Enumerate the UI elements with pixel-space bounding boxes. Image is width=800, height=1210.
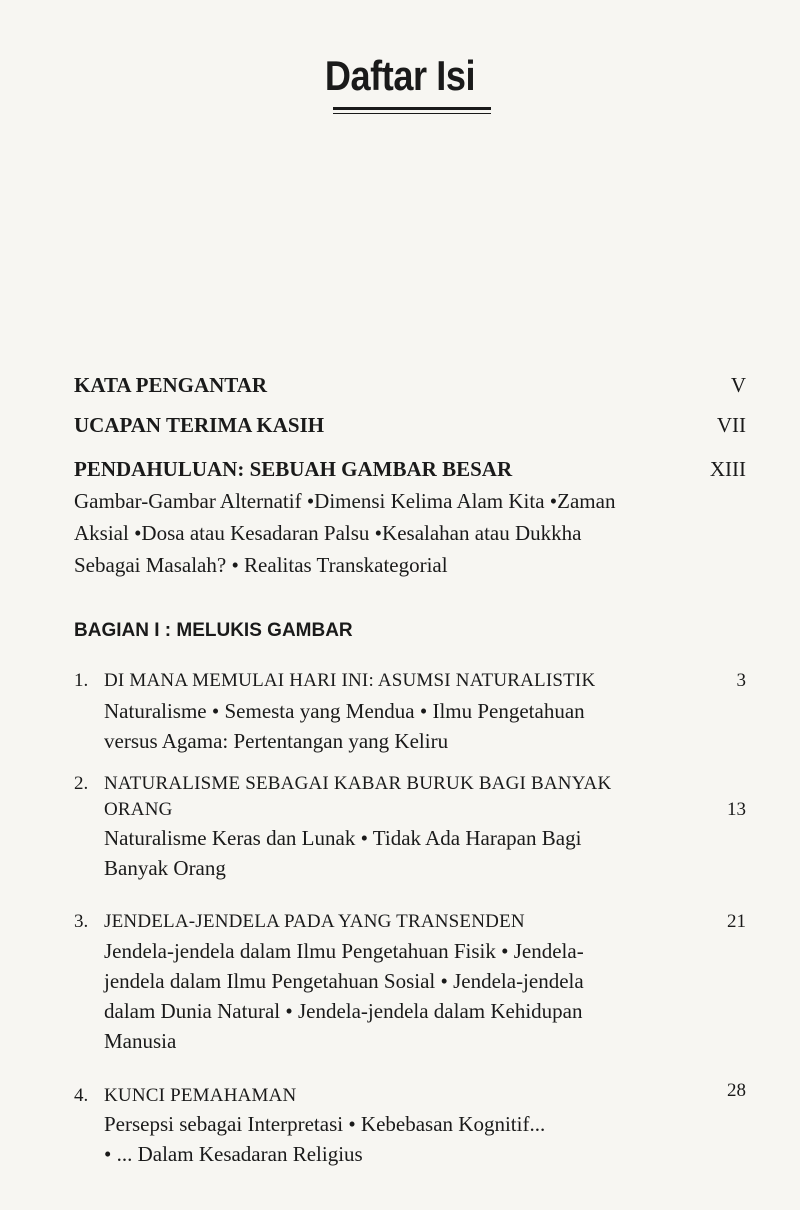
chapter-desc-line: jendela dalam Ilmu Pengetahuan Sosial • Jendela-jendela	[104, 969, 584, 993]
chapter-page: 21	[727, 911, 746, 932]
chapter-page: 13	[727, 799, 746, 820]
chapter-number: 1.	[74, 670, 89, 691]
chapter-desc-line: Banyak Orang	[104, 856, 226, 880]
chapter-desc-line: Persepsi sebagai Interpretasi • Kebebasan Kognitif...	[104, 1112, 546, 1136]
chapter-desc-line: Naturalisme Keras dan Lunak • Tidak Ada Harapan Bagi	[104, 826, 582, 850]
toc-entry-preface: KATA PENGANTAR	[74, 373, 268, 397]
chapter-title: KUNCI PEMAHAMAN	[104, 1085, 297, 1106]
part-heading: BAGIAN I : MELUKIS GAMBAR	[74, 620, 353, 641]
intro-desc-line: Gambar-Gambar Alternatif •Dimensi Kelima Alam Kita •Zaman	[74, 489, 616, 513]
chapter-page: 28	[727, 1080, 746, 1101]
chapter-desc-line: • ... Dalam Kesadaran Religius	[104, 1142, 363, 1166]
chapter-title: NATURALISME SEBAGAI KABAR BURUK BAGI BANYAK	[104, 773, 612, 794]
chapter-number: 4.	[74, 1085, 89, 1106]
toc-entry-acknowledgements: UCAPAN TERIMA KASIH	[74, 413, 325, 437]
toc-entry-preface-page: V	[730, 373, 746, 397]
page-title: Daftar Isi	[324, 52, 476, 99]
title-underline-thin	[333, 113, 491, 114]
toc-entry-introduction-page: XIII	[709, 457, 746, 481]
chapter-desc-line: Jendela-jendela dalam Ilmu Pengetahuan Fisik • Jendela-	[104, 939, 584, 963]
intro-desc-line: Aksial •Dosa atau Kesadaran Palsu •Kesalahan atau Dukkha	[74, 521, 582, 545]
chapter-number: 3.	[74, 911, 89, 932]
chapter-desc-line: versus Agama: Pertentangan yang Keliru	[104, 729, 449, 753]
chapter-title: DI MANA MEMULAI HARI INI: ASUMSI NATURALISTIK	[104, 670, 596, 691]
chapter-title: JENDELA-JENDELA PADA YANG TRANSENDEN	[104, 911, 525, 932]
chapter-desc-line: Manusia	[104, 1029, 177, 1053]
chapter-page: 3	[736, 670, 746, 691]
chapter-title: ORANG	[104, 799, 173, 820]
chapter-desc-line: dalam Dunia Natural • Jendela-jendela dalam Kehidupan	[104, 999, 583, 1023]
title-underline	[333, 107, 491, 110]
toc-entry-introduction: PENDAHULUAN: SEBUAH GAMBAR BESAR	[74, 457, 513, 481]
intro-desc-line: Sebagai Masalah? • Realitas Transkategorial	[74, 553, 448, 577]
chapter-desc-line: Naturalisme • Semesta yang Mendua • Ilmu Pengetahuan	[104, 699, 585, 723]
chapter-number: 2.	[74, 773, 89, 794]
toc-entry-acknowledgements-page: VII	[716, 413, 746, 437]
